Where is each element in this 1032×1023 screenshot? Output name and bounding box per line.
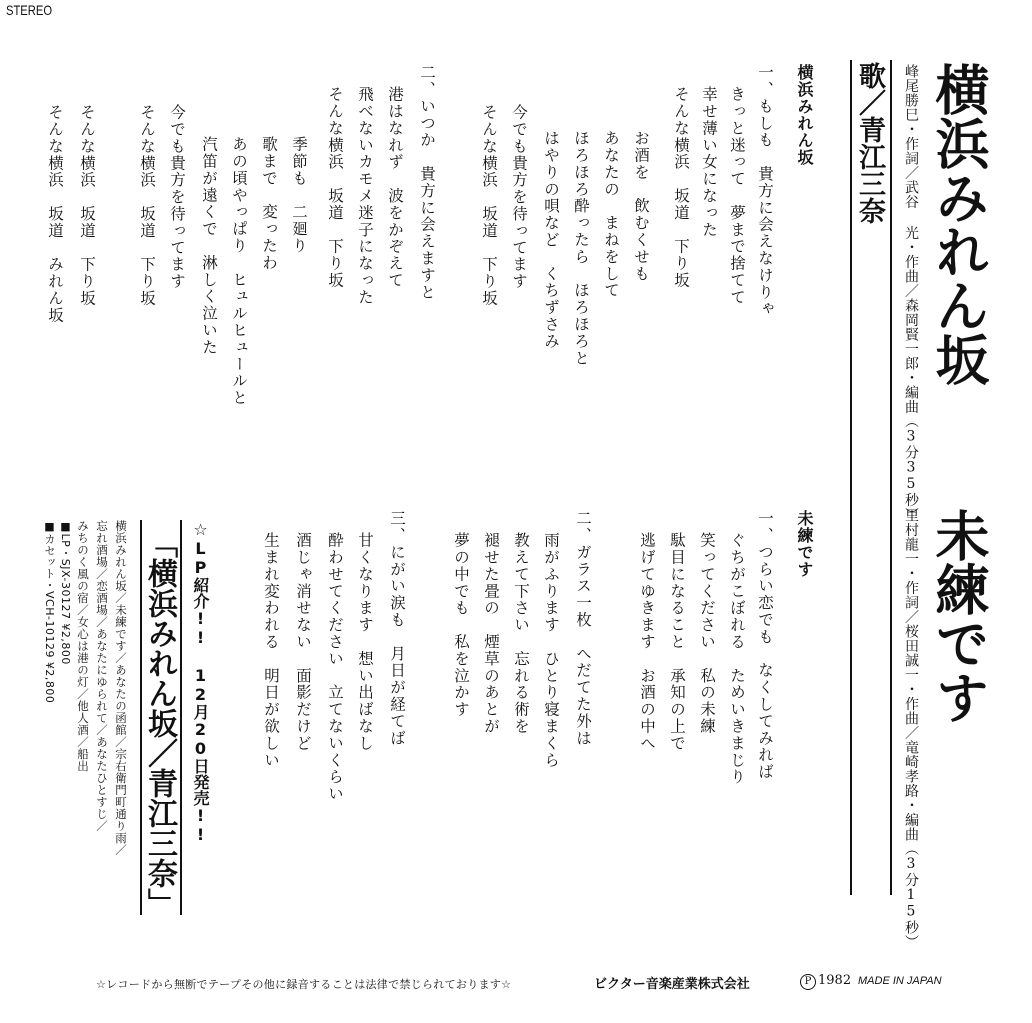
song2-verse2-line: 教えて下さい 忘れる術を (512, 532, 530, 735)
lp-catalog-line: ■LP・SJX-30127 ¥2,800 (59, 520, 72, 665)
song2-verse1-line: ぐちがこぼれる ためいきまじり (728, 532, 746, 786)
phonogram-symbol-icon: P (800, 974, 816, 990)
song1-lyric-title: 横浜みれん坂 (795, 64, 814, 166)
song2-verse3-line: 生まれ変われる 明日が欲しい (262, 532, 280, 769)
song2-verse1-line: 駄目になること 承知の上で (668, 532, 686, 752)
song1-verse1-line: 今でも貴方を待ってます (510, 104, 528, 290)
song2-credits: 里村龍一・作詞／桜田誠一・作曲／竜崎孝路・編曲（3分15秒） (903, 508, 919, 949)
song2-verse3-line: 甘くなります 想い出ばなし (356, 532, 374, 752)
song1-verse2-line: あの頃やっぱり ヒュルヒュールと (230, 136, 248, 407)
song2-verse2-line: 褪せた畳の 煙草のあとが (482, 532, 500, 735)
song1-verse1-line: きっと迷って 夢まで捨てて (728, 86, 746, 306)
stereo-label: STEREO (6, 2, 53, 18)
song2-verse3-line: 酒じゃ消せない 面影だけど (294, 532, 312, 752)
copyright-warning: ☆レコードから無断でテープその他に録音することは法律で禁じられております☆ (96, 978, 512, 991)
song1-verse2-line: 二、いつか 貴方に会えますと (418, 64, 436, 301)
song1-verse1-line: そんな横浜 坂道 下り坂 (672, 86, 690, 289)
song1-verse2-line: 港はなれず 波をかぞえて (386, 86, 404, 289)
song1-verse1-line: 一、もしも 貴方に会えなけりゃ (756, 64, 774, 318)
song1-verse1-line: お酒を 飲むくせも (632, 130, 650, 283)
song2-verse1-line: 逃げてゆきます お酒の中へ (638, 532, 656, 752)
song2-verse2-line: 二、ガラス一枚 へだてた外は (574, 510, 592, 747)
song1-verse2-line: 今でも貴方を待ってます (168, 104, 186, 290)
song1-verse2-line: 汽笛が遠くで 淋しく泣いた (200, 136, 218, 356)
release-year: 1982 (818, 973, 852, 988)
song2-verse3-line: 三、にがい涙も 月日が経てば (388, 510, 406, 747)
record-company: ビクター音楽産業株式会社 (594, 977, 750, 992)
song1-verse2-line: そんな横浜 坂道 下り坂 (326, 86, 344, 289)
song2-verse1-line: 笑ってください 私の未練 (698, 532, 716, 735)
lp-track-line: みちのく風の宿／女心は港の灯／他人酒／船出 (76, 520, 90, 772)
song2-title: 未練です (927, 508, 991, 724)
phonogram-year (800, 973, 851, 990)
song1-verse3-line: そんな横浜 坂道 下り坂 (78, 104, 96, 307)
song1-verse2-line: 季節も 二廻り (290, 136, 308, 255)
cassette-catalog-line: ■カセット・VCH-10129 ¥2,800 (43, 520, 56, 704)
lp-track-line: 横浜みれん坂／未練です／あなたの函館／宗右衛門町通り雨／ (114, 520, 128, 856)
song1-verse3-line: そんな横浜 坂道 みれん坂 (46, 104, 64, 324)
lp-promo-note: ☆LP紹介!! 12月20日発売!! (191, 520, 210, 844)
song1-verse1-line: 幸せ薄い女になった (700, 86, 718, 239)
made-in-label: MADE IN JAPAN (858, 975, 942, 987)
song2-lyric-title: 未練です (795, 510, 814, 578)
song1-credits: 峰尾勝巳・作詞／武谷 光・作曲／森岡賢一郎・編曲（3分35秒） (903, 64, 919, 522)
lp-track-line: 忘れ酒場／恋酒場／あなたにゆられて／あなたひとすじ／ (95, 520, 109, 832)
lp-promo-title: 「横浜みれん坂／青江三奈」 (142, 528, 177, 918)
song2-verse3-line: 酔わせてください 立てないくらい (326, 532, 344, 803)
song1-verse2-line: 飛べないカモメ迷子になった (356, 86, 374, 306)
song1-verse2-line: 歌まで 変ったわ (260, 136, 278, 272)
song2-verse1-line: 一、つらい恋でも なくしてみれば (756, 510, 774, 781)
song2-verse2-line: 夢の中でも 私を泣かす (452, 532, 470, 718)
song1-verse2-line: そんな横浜 坂道 下り坂 (138, 104, 156, 307)
song1-verse1-line: はやりの唄など くちずさみ (542, 130, 560, 350)
song1-verse1-line: そんな横浜 坂道 下り坂 (480, 104, 498, 307)
singer-label: 歌／青江三奈 (854, 62, 885, 224)
song2-verse2-line: 雨がふります ひとり寝まくら (542, 532, 560, 769)
song1-verse1-line: ほろほろ酔ったら ほろほろと (572, 130, 590, 367)
song1-title: 横浜みれん坂 (927, 62, 991, 386)
song1-verse1-line: あなたの まねをして (602, 130, 620, 299)
